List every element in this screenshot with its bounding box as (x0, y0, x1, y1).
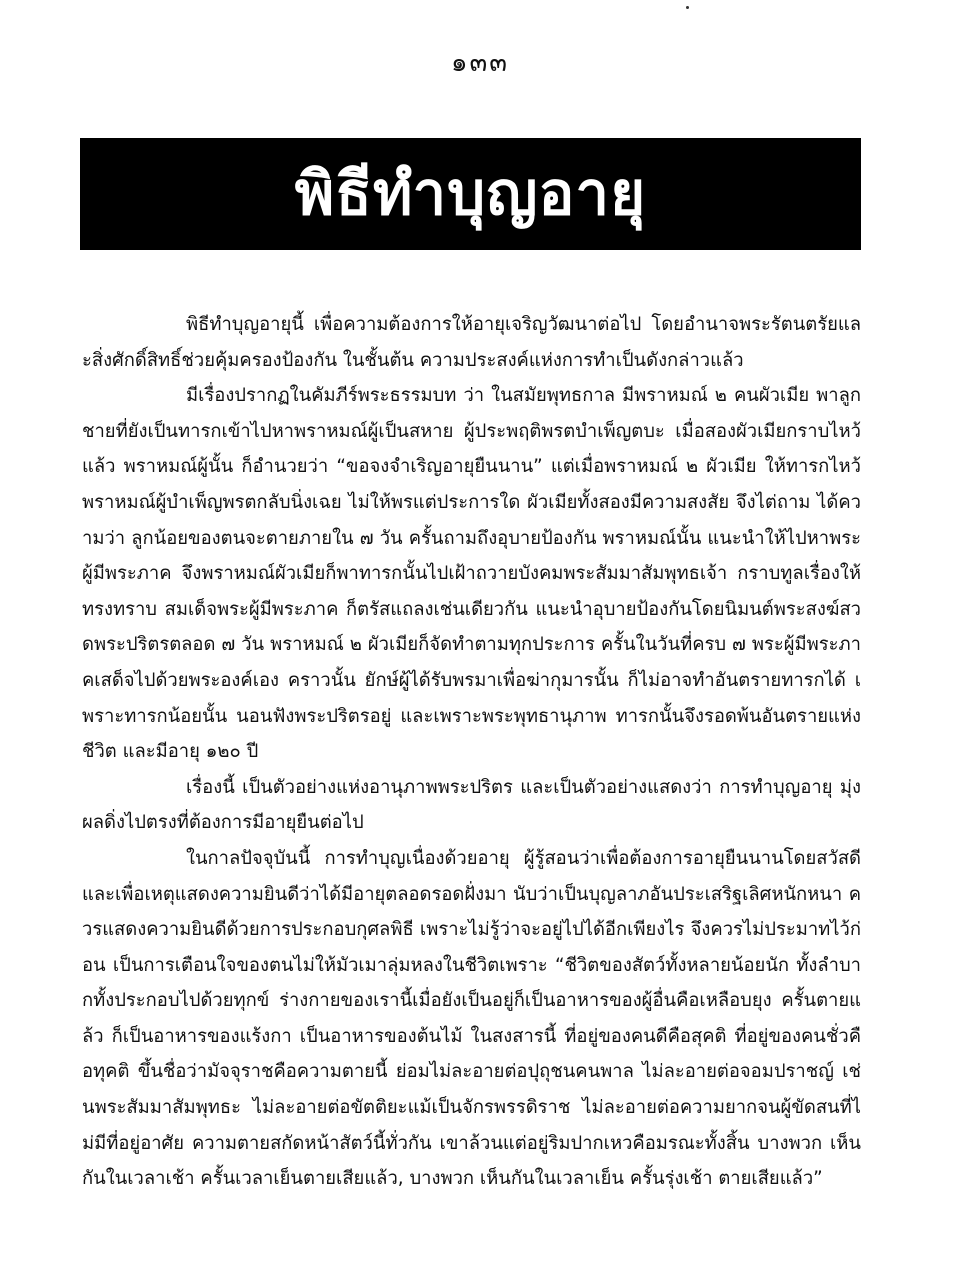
paragraph-story: มีเรื่องปรากฏในคัมภีร์พระธรรมบท ว่า ในสมัยพุทธกาล มีพราหมณ์ ๒ คนผัวเมีย พาลูกชายที่ยังเป็นทารกเข้าไปหาพราหมณ์ผู้เป็นสหาย ผู้ประพฤติพรตบำเพ็ญตบะ เมื่อสองผัวเมียกราบไหว้แล้ว พราหมณ์ผู้นั้น ก็อำนวยว่า “ขอจงจำเริญอายุยืนนาน” แต่เมื่อพราหมณ์ ๒ ผัวเมีย ให้ทารกไหว้ พราหมณ์ผู้บำเพ็ญพรตกลับนิ่งเฉย ไม่ให้พรแต่ประการใด ผัวเมียทั้งสองมีความสงสัย จึงไต่ถาม ได้ความว่า ลูกน้อยของตนจะตายภายใน ๗ วัน ครั้นถามถึงอุบายป้องกัน พราหมณ์นั้น แนะนำให้ไปหาพระผู้มีพระภาค จึงพราหมณ์ผัวเมียก็พาทารกนั้นไปเฝ้าถวายบังคมพระสัมมาสัมพุทธเจ้า กราบทูลเรื่องให้ทรงทราบ สมเด็จพระผู้มีพระภาค ก็ตรัสแถลงเช่นเดียวกัน แนะนำอุบายป้องกันโดยนิมนต์พระสงฆ์สวดพระปริตรตลอด ๗ วัน พราหมณ์ ๒ ผัวเมียก็จัดทำตามทุกประการ ครั้นในวันที่ครบ ๗ พระผู้มีพระภาคเสด็จไปด้วยพระองค์เอง คราวนั้น ยักษ์ผู้ได้รับพรมาเพื่อฆ่ากุมารนั้น ก็ไม่อาจทำอันตรายทารกได้ เพราะทารกน้อยนั้น นอนฟังพระปริตรอยู่ และเพราะพระพุทธานุภาพ ทารกนั้นจึงรอดพ้นอันตรายแห่งชีวิต และมีอายุ ๑๒๐ ปี (82, 385, 861, 763)
paragraph-intro: พิธีทำบุญอายุนี้ เพื่อความต้องการให้อายุเจริญวัฒนาต่อไป โดยอำนาจพระรัตนตรัยและสิ่งศักดิ์สิทธิ์ช่วยคุ้มครองป้องกัน ในชั้นต้น ความประสงค์แห่งการทำเป็นดังกล่าวแล้ว (82, 314, 861, 371)
title-banner (80, 138, 861, 250)
body-text (82, 307, 861, 1197)
scan-speck (686, 6, 689, 9)
page-title: พิธีทำบุญอายุ (294, 159, 647, 229)
paragraph-present-day: ในกาลปัจจุบันนี้ การทำบุญเนื่องด้วยอายุ ผู้รู้สอนว่าเพื่อต้องการอายุยืนนานโดยสวัสดี และเพื่อเหตุแสดงความยินดีว่าได้มีอายุตลอดรอดฝั่งมา นับว่าเป็นบุญลาภอันประเสริฐเลิศหนักหนา ควรแสดงความยินดีด้วยการประกอบกุศลพิธี เพราะไม่รู้ว่าจะอยู่ไปได้อีกเพียงไร จึงควรไม่ประมาทไว้ก่อน เป็นการเตือนใจของตนไม่ให้มัวเมาลุ่มหลงในชีวิตเพราะ “ชีวิตของสัตว์ทั้งหลายน้อยนัก ทั้งลำบากทั้งประกอบไปด้วยทุกข์ ร่างกายของเรานี้เมื่อยังเป็นอยู่ก็เป็นอาหารของผู้อื่นคือเหลือบยุง ครั้นตายแล้ว ก็เป็นอาหารของแร้งกา เป็นอาหารของต้นไม้ ในสงสารนี้ ที่อยู่ของคนดีคือสุคติ ที่อยู่ของคนชั่วคือทุคติ ขึ้นชื่อว่ามัจจุราชคือความตายนี้ ย่อมไม่ละอายต่อปุถุชนคนพาล ไม่ละอายต่อจอมปราชญ์ เช่นพระสัมมาสัมพุทธะ ไม่ละอายต่อขัตติยะแม้เป็นจักรพรรดิราช ไม่ละอายต่อความยากจนผู้ขัดสนที่ไม่มีที่อยู่อาศัย ความตายสกัดหน้าสัตว์นี้ทั่วกัน เขาล้วนแต่อยู่ริมปากเหวคือมรณะทั้งสิ้น บางพวก เห็นกันในเวลาเช้า ครั้นเวลาเย็นตายเสียแล้ว, บางพวก เห็นกันในเวลาเย็น ครั้นรุ่งเช้า ตายเสียแล้ว” (82, 847, 861, 1190)
page-number: ๑๓๓ (450, 48, 510, 78)
paragraph-lesson: เรื่องนี้ เป็นตัวอย่างแห่งอานุภาพพระปริตร และเป็นตัวอย่างแสดงว่า การทำบุญอายุ มุ่งผลดิ่งไปตรงที่ต้องการมีอายุยืนต่อไป (82, 776, 861, 834)
